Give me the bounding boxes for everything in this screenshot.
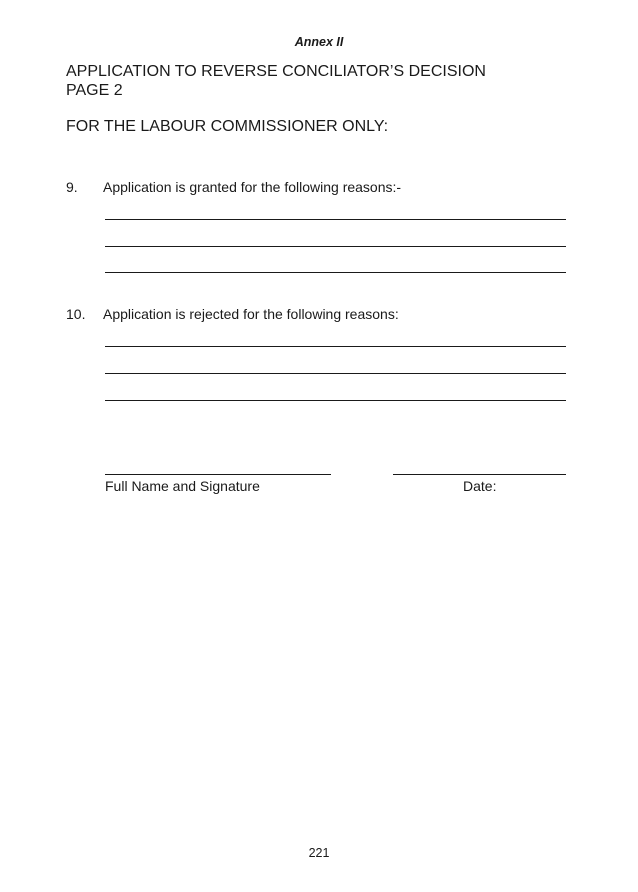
date-label: Date: [463,478,497,494]
title-line-2: PAGE 2 [66,82,123,99]
signature-line[interactable] [105,474,331,475]
page-number: 221 [308,846,330,860]
rejected-reason-line-3[interactable] [105,400,566,401]
rejected-reason-line-1[interactable] [105,346,566,347]
item-9-number: 9. [66,179,78,195]
section-subtitle: FOR THE LABOUR COMMISSIONER ONLY: [66,118,389,135]
granted-reason-line-1[interactable] [105,219,566,220]
item-9-text: Application is granted for the following reasons:- [103,179,402,195]
granted-reason-line-2[interactable] [105,246,566,247]
rejected-reason-line-2[interactable] [105,373,566,374]
document-title [66,62,486,100]
signature-label: Full Name and Signature [105,478,260,494]
date-line[interactable] [393,474,566,475]
title-line-1: APPLICATION TO REVERSE CONCILIATOR’S DECISION [66,63,486,80]
granted-reason-line-3[interactable] [105,272,566,273]
item-10-text: Application is rejected for the following reasons: [103,306,399,322]
annex-label: Annex II [294,35,344,49]
item-10-number: 10. [66,306,86,322]
